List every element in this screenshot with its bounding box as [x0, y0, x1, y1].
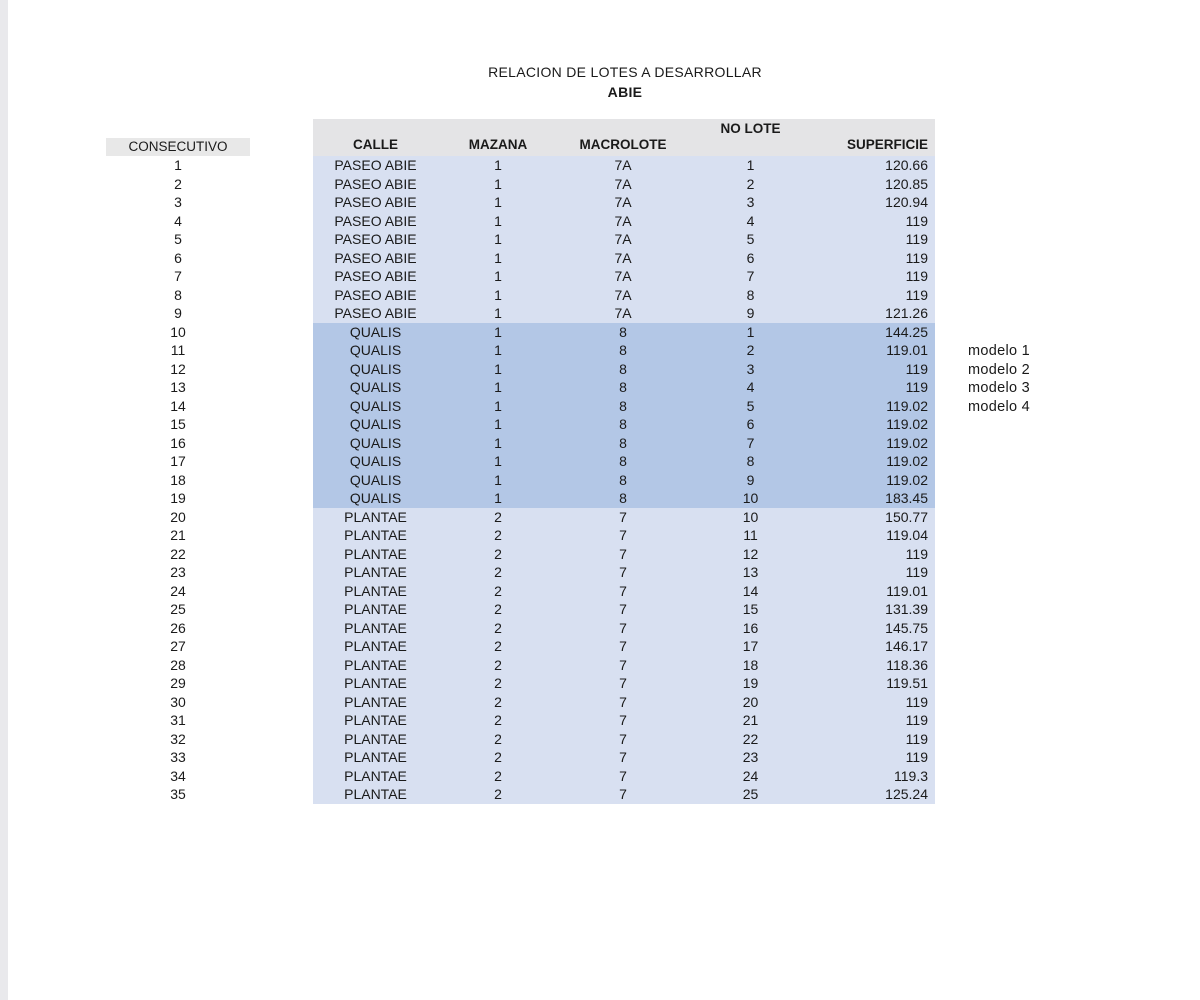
manzana-cell: 1	[494, 231, 502, 247]
macrolote-cell: 8	[619, 490, 627, 506]
calle-cell: PLANTAE	[344, 693, 407, 710]
no-lote-cell: 25	[742, 786, 759, 802]
table-row	[313, 415, 935, 434]
manzana-cell: 1	[494, 194, 502, 210]
table-header	[313, 119, 935, 156]
consecutivo-cell: 18	[170, 471, 186, 488]
macrolote-cell: 8	[619, 379, 627, 395]
macrolote-cell: 7	[619, 564, 627, 580]
table-row	[313, 378, 935, 397]
calle-cell: QUALIS	[349, 434, 402, 451]
superficie-cell: 119	[905, 249, 928, 266]
superficie-cell: 119.02	[886, 453, 928, 469]
manzana-cell: 1	[494, 268, 502, 284]
no-lote-cell: 2	[746, 175, 755, 192]
manzana-cell: 1	[494, 175, 502, 192]
superficie-cell: 119	[905, 231, 928, 247]
consecutivo-cell: 7	[174, 268, 182, 284]
page-title: RELACION DE LOTES A DESARROLLAR	[488, 64, 762, 80]
no-lote-cell: 7	[746, 434, 755, 451]
consecutivo-cell: 17	[170, 453, 186, 469]
macrolote-cell: 7	[619, 767, 627, 784]
no-lote-cell: 11	[743, 527, 758, 543]
table-row	[313, 230, 935, 249]
macrolote-cell: 8	[619, 342, 627, 358]
header-no-lote: NO LOTE	[720, 121, 781, 136]
no-lote-cell: 6	[746, 249, 755, 266]
table-row	[313, 619, 935, 638]
calle-cell: QUALIS	[349, 490, 402, 506]
no-lote-cell: 9	[746, 471, 755, 488]
consecutivo-cell: 34	[170, 767, 186, 784]
superficie-cell: 183.45	[885, 490, 928, 506]
calle-cell: QUALIS	[349, 379, 402, 395]
consecutivo-cell: 21	[170, 527, 186, 543]
table-row	[313, 545, 935, 564]
no-lote-cell: 5	[746, 397, 755, 414]
calle-cell: PLANTAE	[344, 545, 407, 562]
consecutivo-header: CONSECUTIVO	[106, 138, 250, 156]
table-row	[313, 656, 935, 675]
superficie-cell: 125.24	[885, 786, 928, 802]
manzana-cell: 2	[494, 786, 502, 802]
manzana-cell: 2	[494, 619, 502, 636]
macrolote-cell: 7	[619, 730, 627, 747]
table-row	[313, 693, 935, 712]
header-superficie: SUPERFICIE	[846, 137, 928, 152]
macrolote-cell: 7	[619, 601, 627, 617]
manzana-cell: 1	[494, 434, 502, 451]
no-lote-cell: 19	[742, 675, 759, 691]
macrolote-cell: 7A	[614, 249, 632, 266]
macrolote-cell: 7A	[614, 231, 632, 247]
no-lote-cell: 8	[746, 286, 755, 303]
macrolote-cell: 7	[619, 712, 627, 728]
manzana-cell: 1	[494, 471, 502, 488]
calle-cell: PASEO ABIE	[334, 175, 417, 192]
macrolote-cell: 7	[619, 638, 627, 654]
calle-cell: PLANTAE	[344, 749, 407, 765]
macrolote-cell: 7	[619, 545, 627, 562]
manzana-cell: 2	[494, 749, 502, 765]
calle-cell: QUALIS	[349, 360, 402, 377]
no-lote-cell: 1	[746, 323, 755, 340]
macrolote-cell: 8	[619, 397, 627, 414]
superficie-cell: 119.3	[894, 767, 928, 784]
consecutivo-cell: 24	[170, 582, 186, 599]
macrolote-cell: 7A	[614, 157, 632, 173]
no-lote-cell: 13	[742, 564, 759, 580]
table-row	[313, 582, 935, 601]
no-lote-cell: 10	[742, 508, 759, 525]
table-row	[313, 674, 935, 693]
table-row	[313, 323, 935, 342]
superficie-cell: 119.02	[886, 434, 928, 451]
table-row	[313, 489, 935, 508]
manzana-cell: 1	[494, 397, 502, 414]
header-calle: CALLE	[353, 137, 398, 152]
manzana-cell: 1	[494, 490, 502, 506]
consecutivo-cell: 14	[170, 397, 186, 414]
no-lote-cell: 1	[746, 157, 755, 173]
no-lote-cell: 4	[746, 212, 755, 229]
calle-cell: PLANTAE	[344, 675, 407, 691]
calle-cell: PLANTAE	[344, 656, 407, 673]
table-row	[313, 434, 935, 453]
consecutivo-cell: 8	[174, 286, 182, 303]
superficie-cell: 120.66	[885, 157, 928, 173]
consecutivo-cell: 29	[170, 675, 186, 691]
manzana-cell: 2	[494, 601, 502, 617]
superficie-cell: 119	[905, 212, 928, 229]
calle-cell: PLANTAE	[344, 767, 407, 784]
superficie-cell: 119.51	[886, 675, 928, 691]
superficie-cell: 146.17	[885, 638, 928, 654]
calle-cell: PLANTAE	[344, 601, 407, 617]
manzana-cell: 2	[494, 675, 502, 691]
manzana-cell: 1	[494, 323, 502, 340]
consecutivo-cell: 6	[174, 249, 182, 266]
superficie-cell: 119.01	[886, 582, 928, 599]
calle-cell: PLANTAE	[344, 619, 407, 636]
superficie-cell: 121.26	[885, 305, 928, 321]
table-body	[313, 156, 935, 804]
superficie-cell: 119	[905, 749, 928, 765]
macrolote-cell: 7A	[614, 286, 632, 303]
consecutivo-cell: 1	[174, 157, 182, 173]
macrolote-cell: 7	[619, 749, 627, 765]
model-notes	[968, 342, 1030, 416]
consecutivo-cell: 35	[170, 786, 186, 802]
manzana-cell: 1	[494, 157, 502, 173]
consecutivo-cell: 10	[170, 323, 186, 340]
calle-cell: PLANTAE	[344, 730, 407, 747]
manzana-cell: 1	[494, 416, 502, 432]
calle-cell: PLANTAE	[344, 582, 407, 599]
table-row	[313, 304, 935, 323]
model-note: modelo 3	[968, 380, 1031, 396]
no-lote-cell: 20	[742, 693, 759, 710]
manzana-cell: 1	[494, 360, 502, 377]
table-row	[313, 711, 935, 730]
consecutivo-cell: 3	[174, 194, 182, 210]
superficie-cell: 119	[905, 693, 928, 710]
consecutivo-cell: 5	[174, 231, 182, 247]
superficie-cell: 119.02	[886, 397, 928, 414]
table-row	[313, 471, 935, 490]
table-row	[313, 286, 935, 305]
model-note: modelo 4	[968, 398, 1031, 415]
manzana-cell: 2	[494, 545, 502, 562]
calle-cell: PASEO ABIE	[334, 231, 417, 247]
macrolote-cell: 8	[619, 323, 627, 340]
superficie-cell: 119	[905, 712, 928, 728]
macrolote-cell: 7	[619, 619, 627, 636]
calle-cell: PASEO ABIE	[334, 286, 417, 303]
superficie-cell: 131.39	[885, 601, 928, 617]
manzana-cell: 1	[494, 453, 502, 469]
table-row	[313, 397, 935, 416]
no-lote-cell: 3	[746, 360, 755, 377]
consecutivo-cell: 4	[174, 212, 182, 229]
consecutivo-cell: 28	[170, 656, 186, 673]
consecutivo-cell: 23	[170, 564, 186, 580]
manzana-cell: 1	[494, 286, 502, 303]
table-row	[313, 267, 935, 286]
no-lote-cell: 7	[746, 268, 755, 284]
table-row	[313, 600, 935, 619]
consecutivo-cell: 9	[174, 305, 182, 321]
macrolote-cell: 7A	[614, 194, 632, 210]
superficie-cell: 119	[905, 545, 928, 562]
table-row	[313, 193, 935, 212]
calle-cell: PLANTAE	[344, 712, 407, 728]
superficie-cell: 120.94	[885, 194, 928, 210]
superficie-cell: 119	[905, 268, 928, 284]
superficie-cell: 119	[905, 286, 928, 303]
macrolote-cell: 7	[619, 786, 627, 802]
macrolote-cell: 8	[619, 360, 627, 377]
table-row	[313, 563, 935, 582]
consecutivo-cell: 2	[174, 175, 182, 192]
consecutivo-cell: 27	[170, 638, 186, 654]
no-lote-cell: 6	[746, 416, 755, 432]
model-note: modelo 2	[968, 361, 1031, 378]
manzana-cell: 2	[494, 508, 502, 525]
superficie-cell: 119	[905, 730, 928, 747]
no-lote-cell: 22	[742, 730, 759, 747]
calle-cell: QUALIS	[349, 342, 402, 358]
macrolote-cell: 7A	[614, 175, 632, 192]
consecutivo-cell: 19	[170, 490, 186, 506]
consecutivo-column	[106, 156, 250, 804]
superficie-cell: 120.85	[885, 175, 928, 192]
manzana-cell: 2	[494, 693, 502, 710]
manzana-cell: 2	[494, 767, 502, 784]
consecutivo-cell: 15	[170, 416, 186, 432]
header-macrolote: MACROLOTE	[579, 137, 667, 152]
no-lote-cell: 21	[742, 712, 759, 728]
table-row	[313, 452, 935, 471]
calle-cell: PLANTAE	[344, 564, 407, 580]
table-row	[313, 249, 935, 268]
calle-cell: PLANTAE	[344, 786, 407, 802]
consecutivo-cell: 16	[170, 434, 186, 451]
macrolote-cell: 7	[619, 508, 627, 525]
table-row	[313, 341, 935, 360]
model-note: modelo 1	[968, 343, 1031, 359]
macrolote-cell: 7A	[614, 305, 632, 321]
table-row	[313, 748, 935, 767]
no-lote-cell: 3	[746, 194, 755, 210]
no-lote-cell: 18	[742, 656, 759, 673]
calle-cell: PASEO ABIE	[334, 194, 417, 210]
superficie-cell: 118.36	[886, 656, 928, 673]
consecutivo-cell: 13	[170, 379, 186, 395]
header-manzana: MAZANA	[468, 137, 528, 152]
calle-cell: PASEO ABIE	[334, 157, 417, 173]
consecutivo-cell: 25	[170, 601, 186, 617]
manzana-cell: 1	[494, 249, 502, 266]
page-edge	[0, 0, 8, 1000]
superficie-cell: 119	[905, 360, 928, 377]
manzana-cell: 1	[494, 379, 502, 395]
superficie-cell: 145.75	[885, 619, 928, 636]
no-lote-cell: 23	[742, 749, 759, 765]
no-lote-cell: 2	[746, 342, 755, 358]
superficie-cell: 119	[905, 564, 928, 580]
consecutivo-cell: 22	[170, 545, 186, 562]
consecutivo-cell: 11	[170, 342, 186, 358]
manzana-cell: 2	[494, 564, 502, 580]
manzana-cell: 2	[494, 527, 502, 543]
page-subtitle: ABIE	[607, 84, 643, 100]
no-lote-cell: 17	[742, 638, 759, 654]
consecutivo-cell: 20	[170, 508, 186, 525]
superficie-cell: 119.01	[886, 342, 928, 358]
consecutivo-cell: 33	[170, 749, 186, 765]
no-lote-cell: 14	[742, 582, 759, 599]
manzana-cell: 1	[494, 305, 502, 321]
manzana-cell: 2	[494, 730, 502, 747]
macrolote-cell: 7A	[614, 268, 632, 284]
table-row	[313, 212, 935, 231]
superficie-cell: 119.02	[886, 471, 928, 488]
no-lote-cell: 8	[746, 453, 755, 469]
superficie-cell: 119.04	[886, 527, 928, 543]
table-row	[313, 156, 935, 175]
calle-cell: QUALIS	[349, 471, 402, 488]
table-row	[313, 637, 935, 656]
manzana-cell: 1	[494, 212, 502, 229]
macrolote-cell: 7A	[614, 212, 632, 229]
macrolote-cell: 7	[619, 656, 627, 673]
calle-cell: PASEO ABIE	[334, 268, 417, 284]
manzana-cell: 2	[494, 656, 502, 673]
no-lote-cell: 12	[742, 545, 759, 562]
macrolote-cell: 7	[619, 675, 627, 691]
table-row	[313, 508, 935, 527]
superficie-cell: 119	[905, 379, 928, 395]
calle-cell: PASEO ABIE	[334, 249, 417, 266]
superficie-cell: 144.25	[885, 323, 928, 340]
consecutivo-cell: 31	[170, 712, 186, 728]
manzana-cell: 2	[494, 638, 502, 654]
calle-cell: QUALIS	[349, 453, 402, 469]
superficie-cell: 119.02	[886, 416, 928, 432]
calle-cell: PLANTAE	[344, 508, 407, 525]
no-lote-cell: 15	[742, 601, 759, 617]
no-lote-cell: 24	[742, 767, 759, 784]
calle-cell: PLANTAE	[344, 638, 407, 654]
manzana-cell: 2	[494, 712, 502, 728]
calle-cell: PASEO ABIE	[334, 305, 417, 321]
table-row	[313, 360, 935, 379]
table-row	[313, 767, 935, 786]
consecutivo-cell: 32	[170, 730, 186, 747]
macrolote-cell: 7	[619, 582, 627, 599]
calle-cell: QUALIS	[349, 397, 402, 414]
no-lote-cell: 16	[742, 619, 759, 636]
macrolote-cell: 7	[619, 527, 627, 543]
no-lote-cell: 4	[746, 379, 755, 395]
calle-cell: QUALIS	[349, 323, 402, 340]
table-row	[313, 730, 935, 749]
manzana-cell: 1	[494, 342, 502, 358]
consecutivo-cell: 12	[170, 360, 186, 377]
macrolote-cell: 8	[619, 434, 627, 451]
table-row	[313, 175, 935, 194]
no-lote-cell: 5	[746, 231, 755, 247]
superficie-cell: 150.77	[885, 508, 928, 525]
no-lote-cell: 9	[746, 305, 755, 321]
macrolote-cell: 8	[619, 453, 627, 469]
calle-cell: PASEO ABIE	[334, 212, 417, 229]
no-lote-cell: 10	[742, 490, 759, 506]
consecutivo-cell: 26	[170, 619, 186, 636]
manzana-cell: 2	[494, 582, 502, 599]
calle-cell: QUALIS	[349, 416, 402, 432]
consecutivo-cell: 30	[170, 693, 186, 710]
macrolote-cell: 8	[619, 416, 627, 432]
table-row	[313, 526, 935, 545]
calle-cell: PLANTAE	[344, 527, 407, 543]
macrolote-cell: 8	[619, 471, 627, 488]
macrolote-cell: 7	[619, 693, 627, 710]
table-row	[313, 785, 935, 804]
lots-table	[313, 119, 935, 804]
